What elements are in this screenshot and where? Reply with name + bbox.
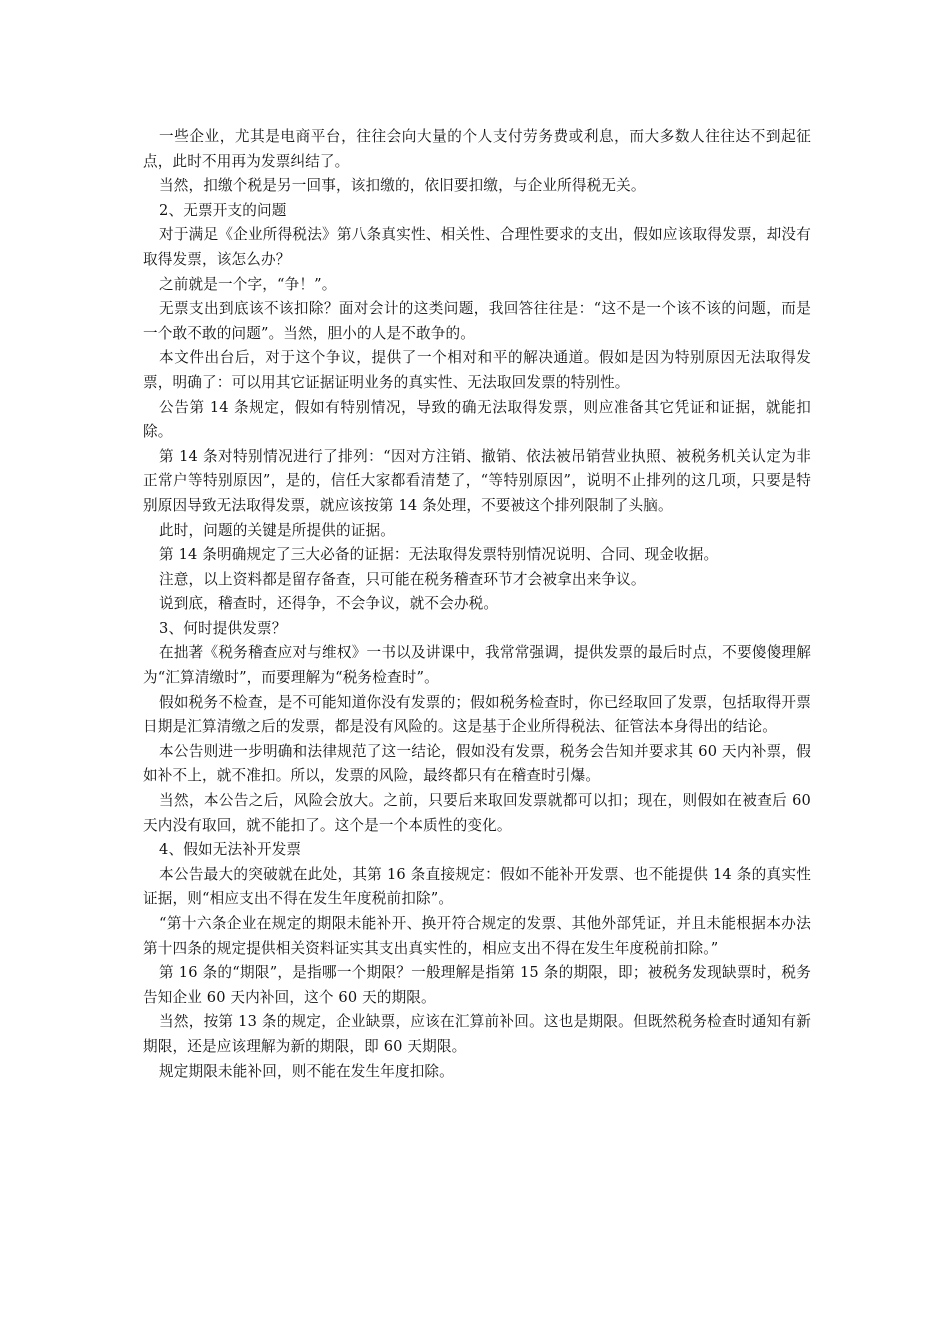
paragraph-9: 此时，问题的关键是所提供的证据。 — [159, 521, 395, 539]
paragraph-8: 第 14 条对特别情况进行了排列：“因对方注销、撤销、依法被吊销营业执照、被税务机关认定为非正常户等特别原因”，是的，信任大家都看清楚了，“等特别原因”，说明不止排列的这几项，只要是特别原因导致无法取得发票，就应该按第 14 条处理，不要被这个排列限制了头脑。 — [143, 447, 811, 514]
paragraph-14: 假如税务不检查，是不可能知道你没有发票的；假如税务检查时，你已经取回了发票，包括取得开票日期是汇算清缴之后的发票，都是没有风险的。这是基于企业所得税法、征管法本身得出的结论。 — [143, 693, 811, 736]
section-heading-2: 2、无票开支的问题 — [159, 201, 287, 219]
paragraph-13: 在拙著《税务稽查应对与维权》一书以及讲课中，我常常强调，提供发票的最后时点，不要傻傻理解为“汇算清缴时”，而要理解为“税务检查时”。 — [143, 644, 811, 687]
paragraph-1: 一些企业，尤其是电商平台，往往会向大量的个人支付劳务费或利息，而大多数人往往达不到起征点，此时不用再为发票纠结了。 — [143, 128, 811, 170]
paragraph-5: 无票支出到底该不该扣除？面对会计的这类问题，我回答往往是：“这不是一个该不该的问题，而是一个敢不敢的问题”。当然，胆小的人是不敢争的。 — [143, 300, 811, 342]
section-heading-4: 4、假如无法补开发票 — [159, 841, 302, 859]
paragraph-2: 当然，扣缴个税是另一回事，该扣缴的，依旧要扣缴，与企业所得税无关。 — [159, 177, 646, 195]
paragraph-15: 本公告则进一步明确和法律规范了这一结论，假如没有发票，税务会告知并要求其 60 天内补票，假如补不上，就不准扣。所以，发票的风险，最终都只有在稽查时引爆。 — [143, 742, 811, 785]
paragraph-4: 之前就是一个字，“争！”。 — [159, 275, 337, 293]
paragraph-11: 注意，以上资料都是留存备查，只可能在税务稽查环节才会被拿出来争议。 — [159, 570, 646, 588]
paragraph-16: 当然，本公告之后，风险会放大。之前，只要后来取回发票就都可以扣；现在，则假如在被查后 60 天内没有取回，就不能扣了。这个是一个本质性的变化。 — [143, 792, 811, 834]
quoted-article-16: “第十六条企业在规定的期限未能补开、换开符合规定的发票、其他外部凭证，并且未能根据本办法第十四条的规定提供相关资料证实其支出真实性的，相应支出不得在发生年度税前扣除。” — [143, 915, 811, 957]
paragraph-17: 本公告最大的突破就在此处，其第 16 条直接规定：假如不能补开发票、也不能提供 14 条的真实性证据，则“相应支出不得在发生年度税前扣除”。 — [143, 865, 811, 908]
paragraph-6: 本文件出台后，对于这个争议，提供了一个相对和平的解决通道。假如是因为特别原因无法取得发票，明确了：可以用其它证据证明业务的真实性、无法取回发票的特别性。 — [143, 349, 811, 391]
paragraph-19: 当然，按第 13 条的规定，企业缺票，应该在汇算前补回。这也是期限。但既然税务检查时通知有新期限，还是应该理解为新的期限，即 60 天期限。 — [143, 1013, 811, 1055]
section-heading-3: 3、何时提供发票？ — [159, 619, 287, 637]
paragraph-12: 说到底，稽查时，还得争，不会争议，就不会办税。 — [159, 595, 499, 613]
paragraph-10: 第 14 条明确规定了三大必备的证据：无法取得发票特别情况说明、合同、现金收据。 — [159, 546, 719, 564]
document-body — [143, 125, 811, 1084]
paragraph-18: 第 16 条的“期限”，是指哪一个期限？一般理解是指第 15 条的期限，即；被税务发现缺票时，税务告知企业 60 天内补回，这个 60 天的期限。 — [143, 964, 811, 1006]
paragraph-3: 对于满足《企业所得税法》第八条真实性、相关性、合理性要求的支出，假如应该取得发票，却没有取得发票，该怎么办？ — [143, 226, 811, 268]
paragraph-7: 公告第 14 条规定，假如有特别情况，导致的确无法取得发票，则应准备其它凭证和证据，就能扣除。 — [143, 398, 811, 441]
paragraph-20: 规定期限未能补回，则不能在发生年度扣除。 — [159, 1062, 454, 1080]
